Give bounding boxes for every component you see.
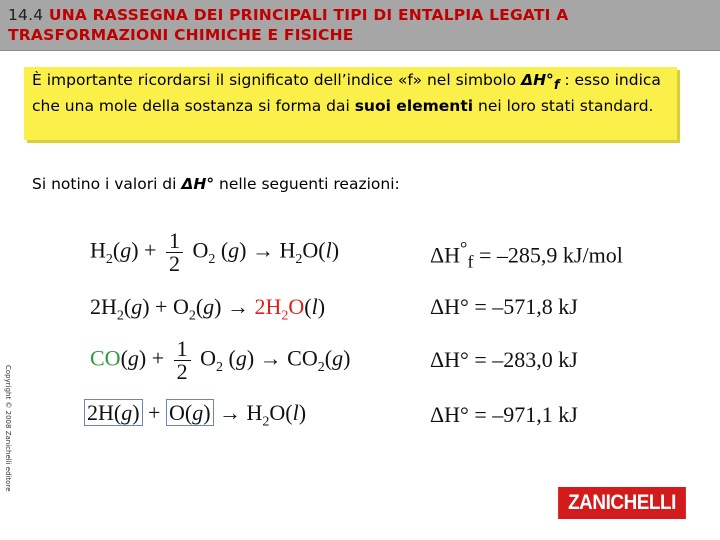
reaction-2-enthalpy: ΔH° = –571,8 kJ	[430, 294, 578, 319]
reaction-4-equation: $2H(g) + O(g) \to H_2O(l)$	[84, 400, 306, 430]
intro-symbol: ΔH°	[181, 175, 215, 193]
section-title: UNA RASSEGNA DEI PRINCIPALI TIPI DI ENTALPIA LEGATI A TRASFORMAZIONI CHIMICHE E FISICHE	[8, 6, 569, 44]
note-bold: suoi elementi	[354, 97, 474, 116]
note-box	[24, 67, 677, 140]
title-bar	[0, 0, 720, 51]
page-title	[8, 5, 713, 45]
note-part1: È importante ricordarsi il significato dell’indice «f» nel simbolo	[32, 71, 522, 89]
note-text	[32, 70, 672, 116]
copyright-text: Copyright © 2008 Zanichelli editore	[4, 365, 12, 492]
zanichelli-logo: ZANICHELLI	[558, 487, 686, 519]
reaction-4-enthalpy: ΔH° = –971,1 kJ	[430, 402, 578, 427]
note-part2: : esso indica che una mole della sostanza si forma dai	[32, 71, 661, 116]
reaction-2-equation: $2H_2(g) + O_2(g) \to 2H_2O(l)$	[90, 294, 326, 324]
reaction-1-equation: $H_2(g)$ + $\frac{1}{2}$ $O_2$ $(g) \to H_2O(l)$	[90, 228, 340, 276]
reaction-3-equation: CO(g) + $\frac{1}{2}$ $O_2$ $(g) \to CO_2(g)$	[90, 336, 351, 384]
intro-text: Si notino i valori di ΔH° nelle seguenti reazioni:	[32, 175, 400, 193]
note-symbol: $\Delta H^\circ_f$	[521, 71, 560, 94]
section-number: 14.4	[8, 6, 44, 24]
reaction-1-enthalpy: $\Delta H^\circ_f = -285,9$ kJ/mol	[430, 238, 623, 272]
note-part3: nei loro stati standard.	[473, 97, 654, 116]
reaction-3-enthalpy: ΔH° = –283,0 kJ	[430, 347, 578, 372]
